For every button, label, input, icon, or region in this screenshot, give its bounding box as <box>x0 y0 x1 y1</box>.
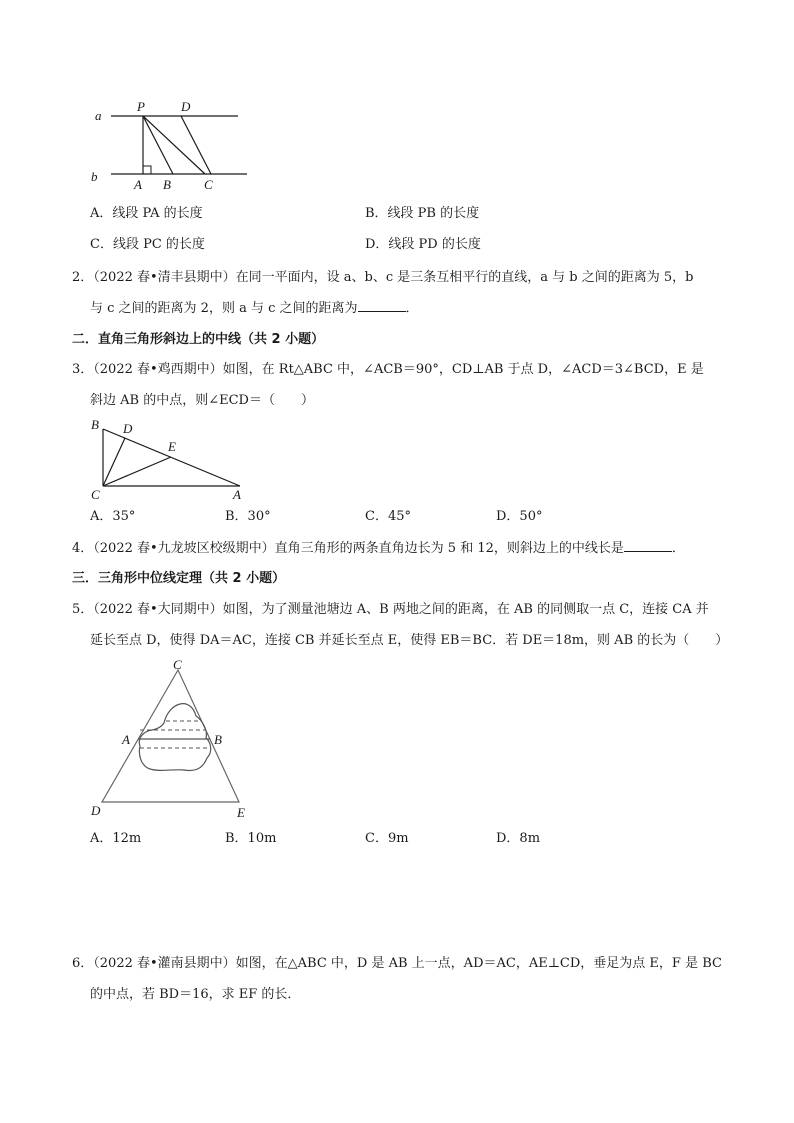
q5-line2: 延长至点 D，使得 DA＝AC，连接 CB 并延长至点 E，使得 EB＝BC．若 DE＝18m，则 AB 的长为（ ） <box>90 633 729 648</box>
q2-line2 <box>90 299 419 318</box>
section-heading-2: 二．直角三角形斜边上的中线（共 2 小题） <box>72 332 325 347</box>
figure-pond-triangle <box>0 650 794 830</box>
label-D: D <box>123 421 133 436</box>
q2-line2-end: ． <box>405 301 419 316</box>
label-P: P <box>137 99 145 114</box>
segment-PB <box>143 116 173 174</box>
q2-answer-blank[interactable] <box>358 299 406 312</box>
q2-line2-text: 与 c 之间的距离为 2，则 a 与 c 之间的距离为 <box>90 301 358 316</box>
label-A: A <box>122 732 130 747</box>
label-line-a: a <box>95 108 102 123</box>
q4-answer-blank[interactable] <box>624 539 672 552</box>
q4-line <box>72 539 685 558</box>
q4-end: ． <box>671 541 685 556</box>
q1-option-b: B．线段 PB 的长度 <box>365 206 480 221</box>
label-B: B <box>163 177 171 192</box>
figure-parallel-lines <box>0 0 794 200</box>
label-A: A <box>233 487 241 502</box>
q3-option-d: D．50° <box>496 509 543 524</box>
q5-option-d: D．8m <box>496 831 541 846</box>
q3-option-a: A．35° <box>90 509 136 524</box>
q6-line2: 的中点，若 BD＝16，求 EF 的长． <box>90 987 301 1002</box>
q3-line2: 斜边 AB 的中点，则∠ECD＝（ ） <box>90 393 314 408</box>
q4-text: 4．（2022 春•九龙坡区校级期中）直角三角形的两条直角边长为 5 和 12，则斜边上的中线长是 <box>72 541 624 556</box>
q3-option-b: B．30° <box>225 509 271 524</box>
label-A: A <box>134 177 142 192</box>
q1-option-c: C．线段 PC 的长度 <box>90 237 205 252</box>
q2-line1: 2．（2022 春•清丰县期中）在同一平面内，设 a、b、c 是三条互相平行的直线，a 与 b 之间的距离为 5，b <box>72 270 694 285</box>
label-D: D <box>91 803 101 818</box>
figure-right-triangle <box>0 400 794 510</box>
label-C: C <box>91 487 100 502</box>
segment-CE <box>103 457 171 486</box>
label-B: B <box>91 417 99 432</box>
label-line-b: b <box>91 169 98 184</box>
q5-option-c: C．9m <box>365 831 409 846</box>
label-B: B <box>214 732 222 747</box>
label-C: C <box>204 177 213 192</box>
q3-option-c: C．45° <box>365 509 411 524</box>
q5-option-a: A．12m <box>90 831 142 846</box>
right-angle-mark <box>143 166 151 174</box>
label-E: E <box>237 805 245 820</box>
q1-option-d: D．线段 PD 的长度 <box>365 237 481 252</box>
q3-line1: 3．（2022 春•鸡西期中）如图，在 Rt△ABC 中，∠ACB＝90°，CD⊥AB 于点 D，∠ACD＝3∠BCD，E 是 <box>72 362 704 377</box>
label-E: E <box>168 439 176 454</box>
q5-line1: 5．（2022 春•大同期中）如图，为了测量池塘边 A、B 两地之间的距离，在 AB 的同侧取一点 C，连接 CA 并 <box>72 602 709 617</box>
segment-CD <box>103 438 125 486</box>
section-heading-3: 三．三角形中位线定理（共 2 小题） <box>72 571 286 586</box>
q1-option-a: A．线段 PA 的长度 <box>90 206 203 221</box>
q6-line1: 6．（2022 春•灌南县期中）如图，在△ABC 中，D 是 AB 上一点，AD＝AC，AE⊥CD，垂足为点 E，F 是 BC <box>72 956 722 971</box>
label-D: D <box>181 99 191 114</box>
q5-option-b: B．10m <box>225 831 277 846</box>
label-C: C <box>173 657 182 672</box>
pond-outline <box>139 704 210 771</box>
